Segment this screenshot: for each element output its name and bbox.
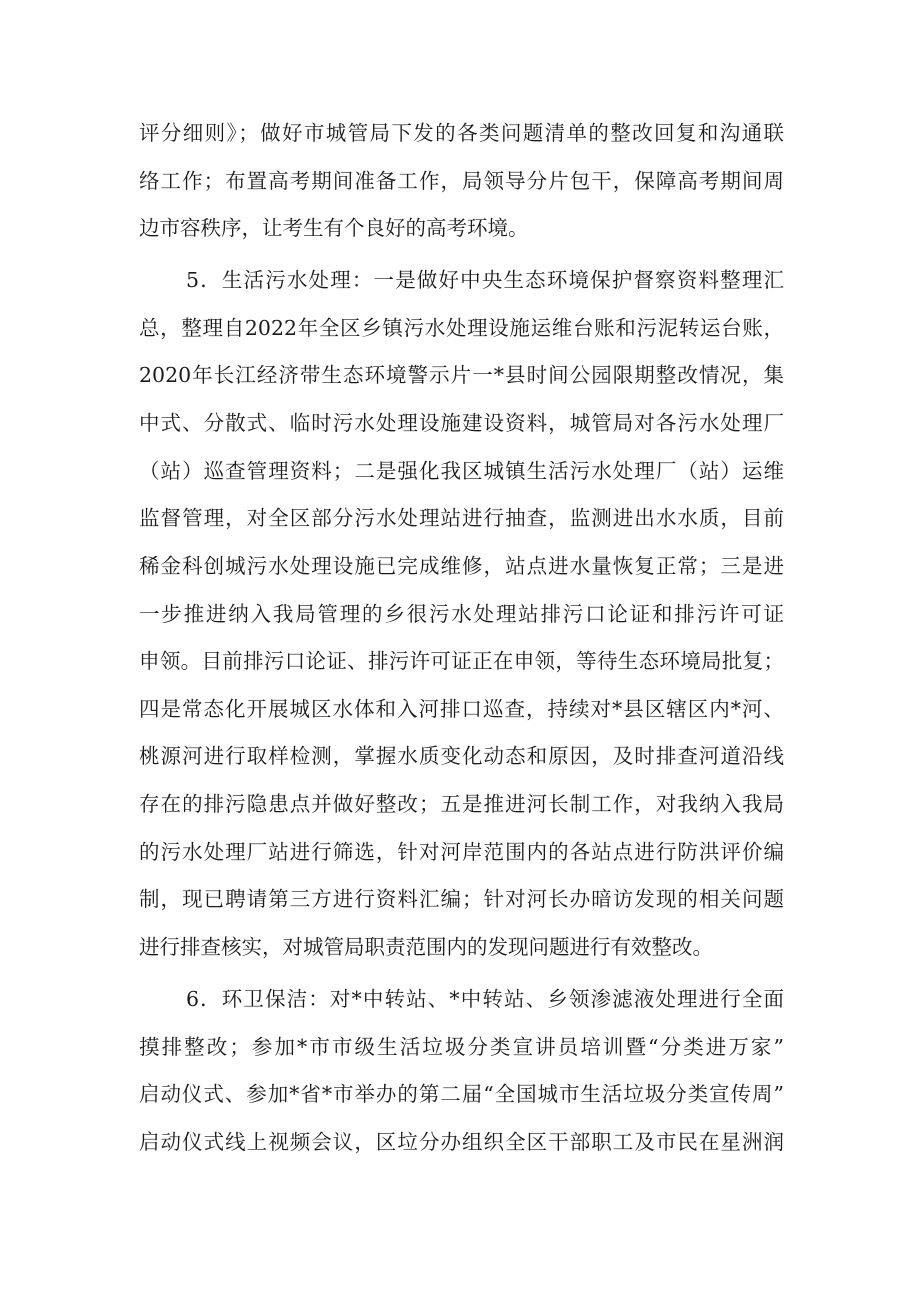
paragraph-2-line-4: 中式、分散式、临时污水处理设施建设资料，城管局对各污水处理厂 [139,411,784,435]
paragraph-2-line-12: 存在的排污隐患点并做好整改；五是推进河长制工作，对我纳入我局 [139,792,784,816]
paragraph-2-line-3: 2020年长江经济带生态环境警示片一*县时间公园限期整改情况，集 [139,363,784,387]
paragraph-2-line-13: 的污水处理厂站进行筛选，针对河岸范围内的各站点进行防洪评价编 [139,840,784,864]
paragraph-2-line-2: 总，整理自2022年全区乡镇污水处理设施运维台账和污泥转运台账， [139,316,784,340]
paragraph-3-line-4: 启动仪式线上视频会议，区垃分办组织全区干部职工及市民在星洲润 [139,1130,784,1154]
paragraph-2-line-5: （站）巡查管理资料；二是强化我区城镇生活污水处理厂（站）运维 [139,459,784,483]
paragraph-2-line-1: 5．生活污水处理：一是做好中央生态环境保护督察资料整理汇 [186,268,784,292]
paragraph-2-line-9: 申领。目前排污口论证、排污许可证正在申领，等待生态环境局批复； [139,649,784,673]
paragraph-3-line-3: 启动仪式、参加*省*市举办的第二届“全国城市生活垃圾分类宣传周” [139,1082,784,1106]
paragraph-2-line-11: 桃源河进行取样检测，掌握水质变化动态和原因，及时排查河道沿线 [139,744,784,768]
paragraph-1-line-3: 边市容秩序，让考生有个良好的高考环境。 [139,216,529,240]
paragraph-2-line-6: 监督管理，对全区部分污水处理站进行抽查，监测进出水水质，目前 [139,506,784,530]
paragraph-2-line-7: 稀金科创城污水处理设施已完成维修，站点进水量恢复正常；三是进 [139,554,784,578]
paragraph-1-line-1: 评分细则》；做好市城管局下发的各类问题清单的整改回复和沟通联 [139,121,784,145]
paragraph-3-line-1: 6．环卫保洁：对*中转站、*中转站、乡领渗滤液处理进行全面 [186,987,784,1011]
paragraph-2-line-10: 四是常态化开展城区水体和入河排口巡查，持续对*县区辖区内*河、 [139,697,784,721]
paragraph-2-line-8: 一步推进纳入我局管理的乡很污水处理站排污口论证和排污许可证 [139,602,784,626]
paragraph-3-line-2: 摸排整改；参加*市市级生活垃圾分类宣讲员培训暨“分类进万家” [139,1035,784,1059]
paragraph-2-line-15: 进行排查核实，对城管局职责范围内的发现问题进行有效整改。 [139,935,713,959]
paragraph-1-line-2: 络工作；布置高考期间准备工作，局领导分片包干，保障高考期间周 [139,169,784,193]
paragraph-2-line-14: 制，现已聘请第三方进行资料汇编；针对河长办暗访发现的相关问题 [139,887,784,911]
